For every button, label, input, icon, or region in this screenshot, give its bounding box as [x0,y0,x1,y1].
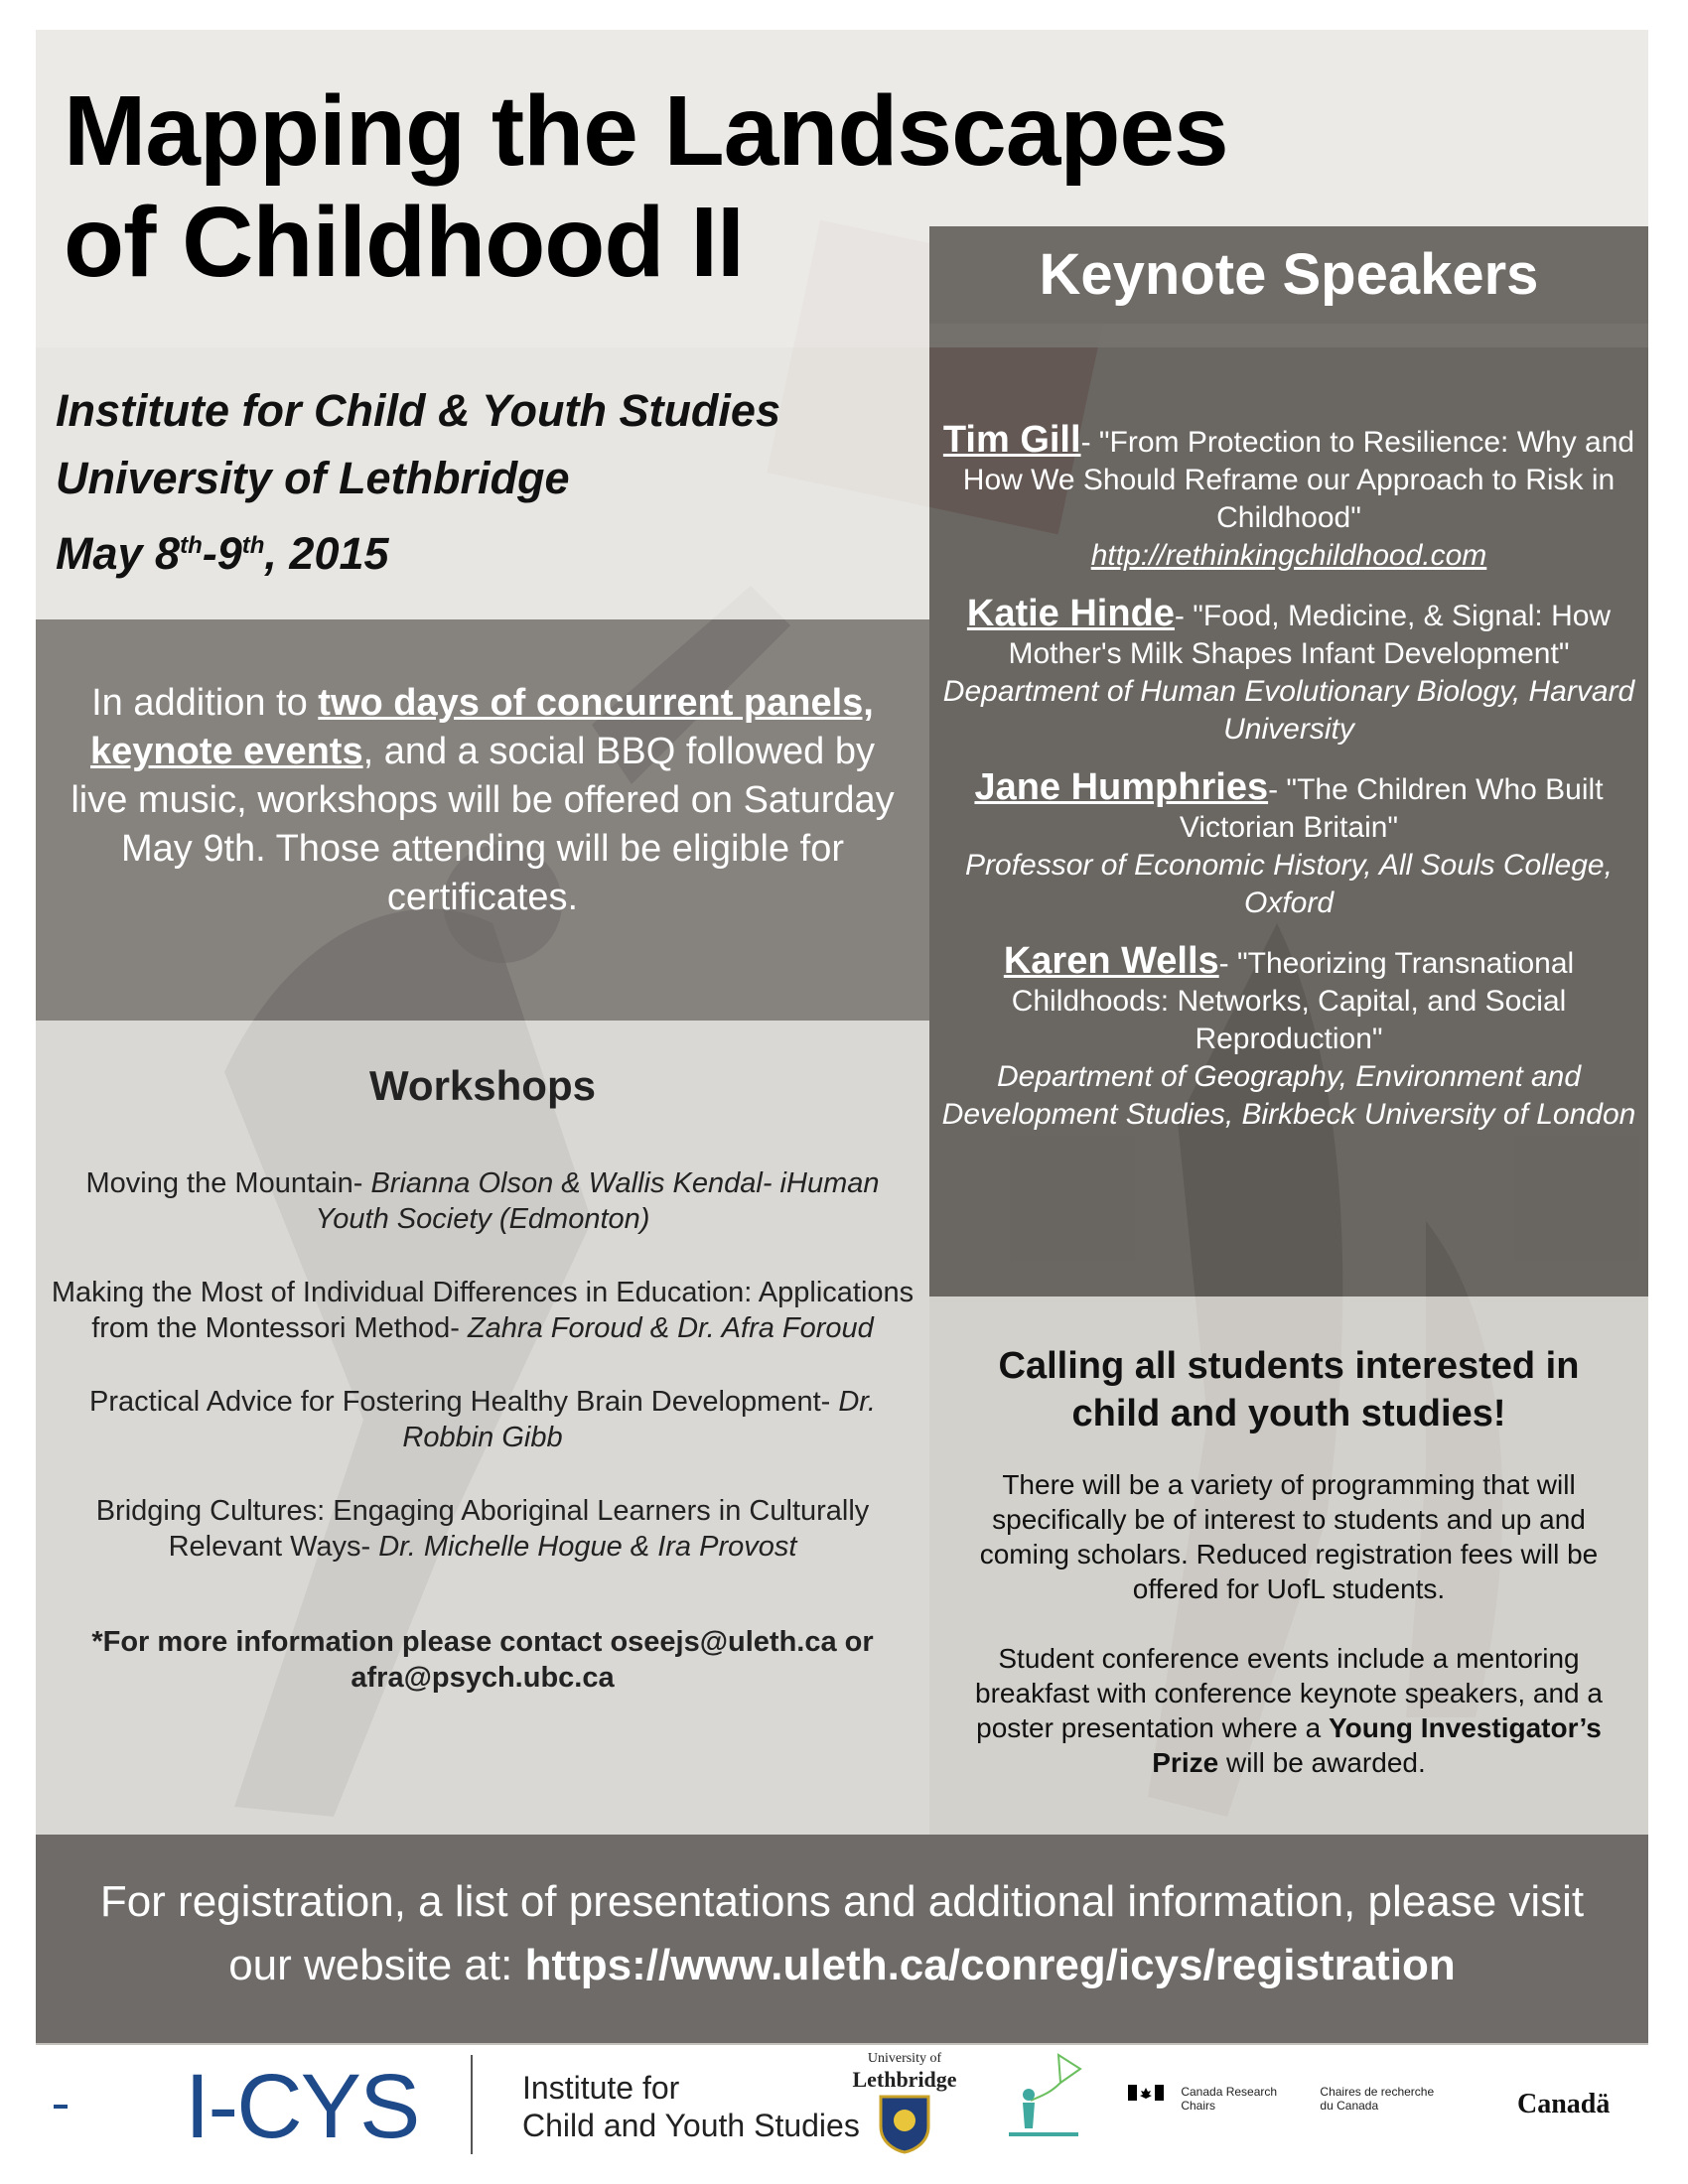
speaker-link[interactable]: http://rethinkingchildhood.com [1090,539,1487,572]
speaker-talk: - "Theorizing Transnational Childhoods: Networks, Capital, and Social Reproduction" [1011,947,1575,1055]
speaker-entry [929,768,1648,922]
canada-research-chairs-logo: Canada Research Chairs Chaires de recherche du Canada [1128,2085,1474,2113]
canada-wordmark: Canadä [1517,2089,1611,2119]
keynote-column [929,226,1648,1297]
uleth-logo: University of Lethbridge [830,2051,979,2154]
speaker-name: Katie Hinde [966,593,1175,634]
workshop-item: Practical Advice for Fostering Healthy Brain Development- Dr. Robbin Gibb [89,1386,876,1453]
students-heading: Calling all students interested in child and youth studies! [998,1345,1580,1434]
conference-dates: May 8th-9th, 2015 [56,528,389,579]
registration-band [36,1835,1648,2043]
workshop-item: Moving the Mountain- Brianna Olson & Wallis Kendal- iHuman Youth Society (Edmonton) [85,1167,880,1235]
logo-band [36,2045,1648,2154]
workshops-contact[interactable]: *For more information please contact oseejs@uleth.ca or afra@psych.ubc.ca [91,1626,874,1694]
keynote-speakers [929,421,1648,1154]
speaker-talk: - "From Protection to Resilience: Why and How We Should Reframe our Approach to Risk in Childhood" [962,426,1635,534]
speaker-affiliation: Department of Geography, Environment and Development Studies, Birkbeck University of London [941,1060,1636,1131]
uleth-crest-icon [877,2093,932,2154]
logo-divider [471,2055,473,2154]
intro-text: In addition to two days of concurrent panels, keynote events, and a social BBQ followed by live music, workshops will be offered on Saturday May 9th. Those attending will be eligible for certificates. [70,682,895,918]
icys-mark [54,2105,68,2109]
icys-institute-logo: Institute for Child and Youth Studies [522,2070,860,2143]
speaker-entry [929,942,1648,1134]
speaker-talk: - "Food, Medicine, & Signal: How Mother's Milk Shapes Infant Development" [1008,600,1612,670]
workshop-item: Bridging Cultures: Engaging Aboriginal Learners in Culturally Relevant Ways- Dr. Michelle Hogue & Ira Provost [95,1495,870,1563]
registration-url[interactable]: https://www.uleth.ca/conreg/icys/registration [524,1941,1456,1989]
speaker-entry [929,595,1648,749]
speaker-name: Jane Humphries [974,766,1269,808]
institute-band [36,347,929,619]
university-name: University of Lethbridge [56,453,570,503]
speaker-talk: - "The Children Who Built Victorian Britain" [1179,773,1604,844]
students-band [929,1297,1648,1835]
institute-info [56,377,780,588]
students-paragraph: Student conference events include a mentoring breakfast with conference keynote speakers, and a poster presentation where a Young Investigator’s Prize will be awarded. [975,1643,1603,1778]
speaker-name: Karen Wells [1003,940,1219,982]
speaker-affiliation: Professor of Economic History, All Souls College, Oxford [965,849,1613,919]
keynote-heading: Keynote Speakers [929,226,1648,324]
workshops-band [36,1021,929,1835]
speaker-entry [929,421,1648,575]
speaker-name: Tim Gill [942,419,1081,461]
institute-name: Institute for Child & Youth Studies [56,385,780,436]
workshops-list [50,1165,915,1696]
icys-logo: I-CYS [185,2056,419,2154]
students-body [949,1467,1628,1815]
registration-text: For registration, a list of presentations and additional information, please visit our website at: https://www.uleth.ca/conreg/icys/registration [99,1877,1585,1989]
students-paragraph: There will be a variety of programming that will specifically be of interest to students and up and coming scholars. Reduced registration fees will be offered for UofL students. [979,1469,1599,1604]
poster-title: Mapping the Landscapes of Childhood II [64,75,1228,298]
workshop-item: Making the Most of Individual Differences in Education: Applications from the Montessori Method- Zahra Foroud & Dr. Afra Foroud [51,1277,914,1344]
intro-band [36,619,929,1021]
poster [36,30,1648,2154]
intro-highlight: two days of concurrent panels, keynote events [90,682,874,772]
alberta-centre-logo-icon [989,2045,1098,2154]
canada-flag-icon [1128,2085,1164,2101]
workshops-heading: Workshops [369,1062,596,1109]
speaker-affiliation: Department of Human Evolutionary Biology, Harvard University [942,675,1635,746]
